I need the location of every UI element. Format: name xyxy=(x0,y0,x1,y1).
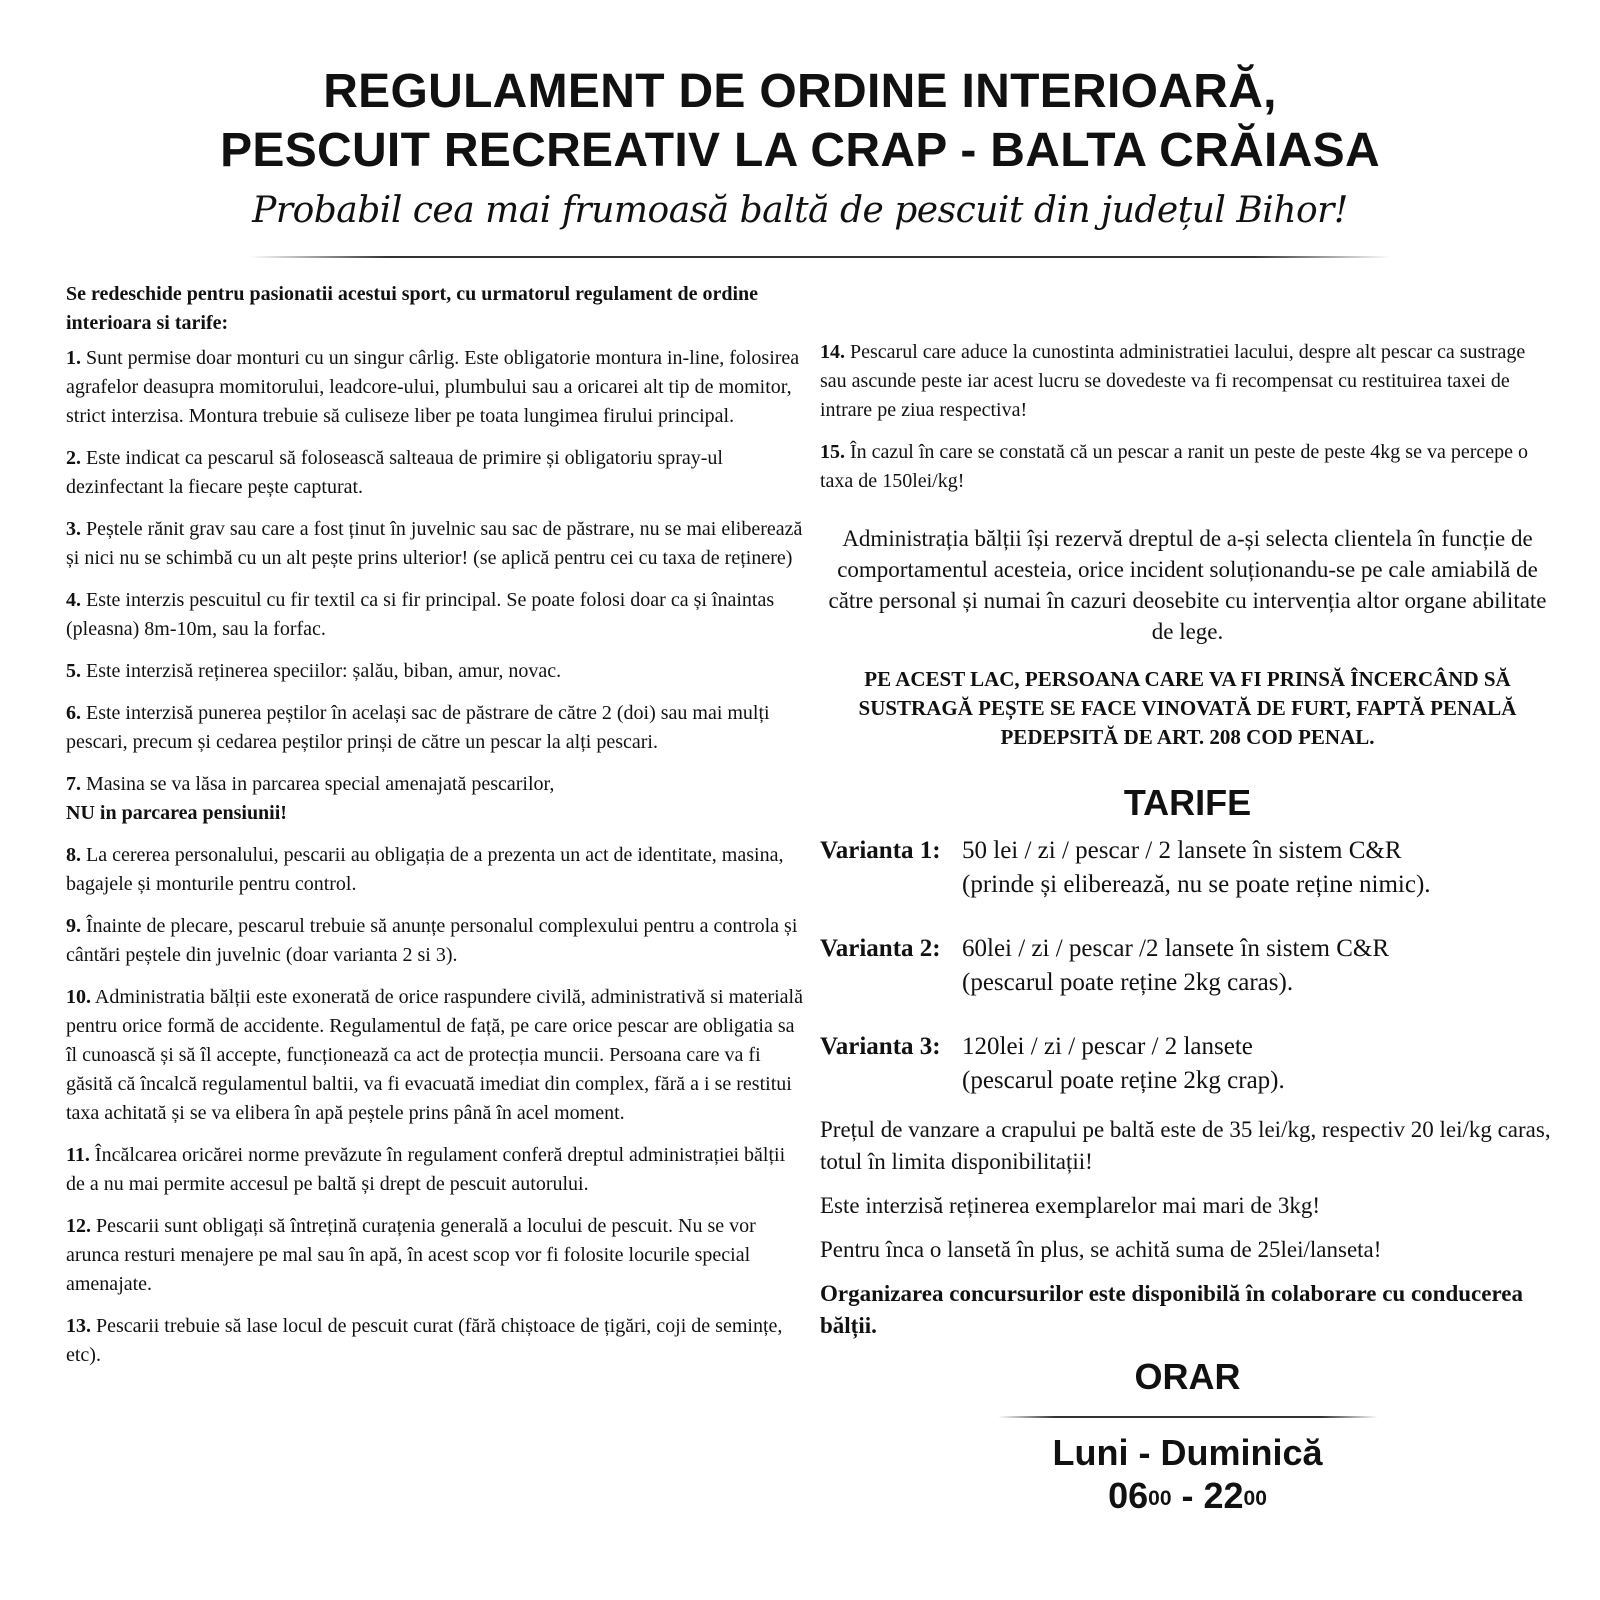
rule-text: La cererea personalului, pescarii au obligația de a prezenta un act de identitate, masina, bagajele și monturile pentru control. xyxy=(66,844,784,895)
rule-2 xyxy=(66,444,806,502)
intro-text: Se redeschide pentru pasionatii acestui sport, cu urmatorul regulament de ordine interioara si tarife: xyxy=(66,283,759,334)
rule-8 xyxy=(66,841,806,899)
rule-10 xyxy=(66,983,806,1128)
variant-label: Varianta 3: xyxy=(820,1033,941,1060)
rule-text: Este interzisă punerea peștilor în același sac de păstrare de către 2 (doi) sau mai mulți pescari, precum și cedarea peștilor prinși de către un pescar la alți pescari. xyxy=(66,702,770,753)
rule-7 xyxy=(66,770,806,828)
rule-number: 4. xyxy=(66,589,81,611)
open-hour: 06 xyxy=(1108,1475,1149,1516)
rule-text: Peștele rănit grav sau care a fost ținut în juvelnic sau sac de păstrare, nu se mai eliberează și nici nu se schimbă cu un alt pește prins ulterior! (se aplică pentru cei cu taxa de reținere) xyxy=(66,518,803,569)
rule-number: 6. xyxy=(66,702,81,724)
variant-condition: (pescarul poate reține 2kg caras). xyxy=(962,969,1294,996)
opening-hours xyxy=(820,1474,1555,1518)
title-line-1: REGULAMENT DE ORDINE INTERIOARĂ, xyxy=(323,65,1277,118)
rule-number: 13. xyxy=(66,1315,91,1337)
rule-text: Pescarul care aduce la cunostinta administratiei lacului, despre alt pescar ca sustrage sau ascunde peste iar acest lucru se dovedeste va fi recompensat cu restituirea taxei de intrare pe ziua respectiva! xyxy=(820,341,1526,421)
opening-days: Luni - Duminică xyxy=(1052,1432,1323,1473)
variant-details xyxy=(962,932,1555,1000)
rule-12 xyxy=(66,1212,806,1299)
hours-separator: - xyxy=(1171,1475,1204,1516)
rule-text: Administratia bălții este exonerată de orice raspundere civilă, administrativă si materială pentru orice formă de accidente. Regulamentul de față, pe care orice pescar are obligatia sa îl cunoască și să îl accepte, funcționează ca act de protecția muncii. Persoana care va fi găsită că încalcă regulamentul baltii, va fi evacuată imediat din complex, fără a i se restitui taxa achitată și se va elibera în apă peștele prins până în acel moment. xyxy=(66,986,803,1124)
right-column xyxy=(820,338,1555,1518)
variant-label: Varianta 1: xyxy=(820,837,941,864)
rule-number: 10. xyxy=(66,986,91,1008)
rule-text: Este interzis pescuitul cu fir textil ca si fir principal. Se poate folosi doar ca și înaintas (pleasna) 8m-10m, sau la forfac. xyxy=(66,589,775,640)
variant-details xyxy=(962,1030,1555,1098)
tarife-title: TARIFE xyxy=(1123,782,1252,823)
variant-price: 120lei / zi / pescar / 2 lansete xyxy=(962,1033,1253,1060)
variant-price: 50 lei / zi / pescar / 2 lansete în sistem C&R xyxy=(962,837,1402,864)
rule-number: 15. xyxy=(820,441,845,463)
rule-number: 9. xyxy=(66,915,81,937)
title-line-2: PESCUIT RECREATIV LA CRAP - BALTA CRĂIASA xyxy=(220,124,1380,177)
rule-number: 7. xyxy=(66,773,81,795)
rule-number: 11. xyxy=(66,1144,90,1166)
rule-number: 2. xyxy=(66,447,81,469)
rule-15 xyxy=(820,438,1555,496)
rule-9 xyxy=(66,912,806,970)
price-note: Prețul de vanzare a crapului pe baltă este de 35 lei/kg, respectiv 20 lei/kg caras, totul în limita disponibilitații! xyxy=(820,1117,1551,1174)
rule-text: În cazul în care se constată că un pescar a ranit un peste de peste 4kg se va percepe o taxa de 150lei/kg! xyxy=(820,441,1529,492)
rules-left-column xyxy=(66,280,806,1383)
rule-text: Pescarii sunt obligați să întrețină curațenia generală a locului de pescuit. Nu se vor arunca resturi menajere pe mal sau în apă, în acest scop vor fi folosite locurile special amenajate. xyxy=(66,1215,756,1295)
rule-5 xyxy=(66,657,806,686)
rule-number: 3. xyxy=(66,518,81,540)
rule-text: Sunt permise doar monturi cu un singur cârlig. Este obligatorie montura in-line, folosirea agrafelor deasupra momitorului, leadcore-ului, plumbului sau a oricarei alt tip de momitor, strict interzisa. Montura trebuie să culiseze liber pe toata lungimea firului principal. xyxy=(66,347,800,427)
rule-13 xyxy=(66,1312,806,1370)
variant-condition: (pescarul poate reține 2kg crap). xyxy=(962,1067,1285,1094)
rule-1 xyxy=(66,344,806,431)
rule-text: Pescarii trebuie să lase locul de pescuit curat (fără chiștoace de țigări, coji de semințe, etc). xyxy=(66,1315,783,1366)
rule-number: 1. xyxy=(66,347,81,369)
extra-rod-note: Pentru înca o lansetă în plus, se achită suma de 25lei/lanseta! xyxy=(820,1237,1382,1262)
rule-number: 8. xyxy=(66,844,81,866)
rule-text: Înainte de plecare, pescarul trebuie să anunțe personalul complexului pentru a controla și cântări peștele din juvelnic (doar varianta 2 si 3). xyxy=(66,915,798,966)
rule-number: 5. xyxy=(66,660,81,682)
header xyxy=(0,62,1600,231)
rule-3 xyxy=(66,515,806,573)
contest-note: Organizarea concursurilor este disponibilă în colaborare cu conducerea bălții. xyxy=(820,1281,1523,1338)
close-minutes: 00 xyxy=(1243,1487,1267,1510)
rule-14 xyxy=(820,338,1555,425)
orar-divider xyxy=(998,1416,1378,1418)
tariff-variant-1 xyxy=(820,834,1555,902)
header-divider xyxy=(250,256,1390,258)
rule-emphasis: NU in parcarea pensiunii! xyxy=(66,802,287,824)
rule-6 xyxy=(66,699,806,757)
rule-text: Încălcarea oricărei norme prevăzute în regulament conferă dreptul administrației bălții de a nu mai permite accesul pe baltă și drept de pescuit autorului. xyxy=(66,1144,786,1195)
size-limit-note: Este interzisă reținerea exemplarelor mai mari de 3kg! xyxy=(820,1193,1321,1218)
subtitle: Probabil cea mai frumoasă baltă de pescuit din județul Bihor! xyxy=(252,190,1348,231)
rule-text: Este indicat ca pescarul să folosească salteaua de primire și obligatoriu spray-ul dezinfectant la fiecare pește capturat. xyxy=(66,447,723,498)
orar-title: ORAR xyxy=(1134,1356,1241,1397)
theft-warning: PE ACEST LAC, PERSOANA CARE VA FI PRINSĂ ÎNCERCÂND SĂ SUSTRAGĂ PEȘTE SE FACE VINOVATĂ DE FURT, FAPTĂ PENALĂ PEDEPSITĂ DE ART. 208 COD PENAL. xyxy=(858,667,1517,749)
rule-11 xyxy=(66,1141,806,1199)
rule-number: 14. xyxy=(820,341,845,363)
rule-text: Masina se va lăsa in parcarea special amenajată pescarilor, xyxy=(86,773,555,795)
tariff-variant-3 xyxy=(820,1030,1555,1098)
variant-condition: (prinde și eliberează, nu se poate reține nimic). xyxy=(962,871,1431,898)
close-hour: 22 xyxy=(1203,1475,1244,1516)
rule-4 xyxy=(66,586,806,644)
variant-price: 60lei / zi / pescar /2 lansete în sistem C&R xyxy=(962,935,1390,962)
rule-text: Este interzisă reținerea speciilor: șalău, biban, amur, novac. xyxy=(86,660,562,682)
rule-number: 12. xyxy=(66,1215,91,1237)
variant-details xyxy=(962,834,1555,902)
tariff-variant-2 xyxy=(820,932,1555,1000)
admin-note: Administrația bălții își rezervă dreptul de a-și selecta clientela în funcție de comportamentul acesteia, orice incident soluționandu-se pe cale amiabilă de către personal și numai în cazuri deosebite cu intervenția altor organe abilitate de lege. xyxy=(828,526,1547,644)
variant-label: Varianta 2: xyxy=(820,935,941,962)
open-minutes: 00 xyxy=(1148,1487,1172,1510)
